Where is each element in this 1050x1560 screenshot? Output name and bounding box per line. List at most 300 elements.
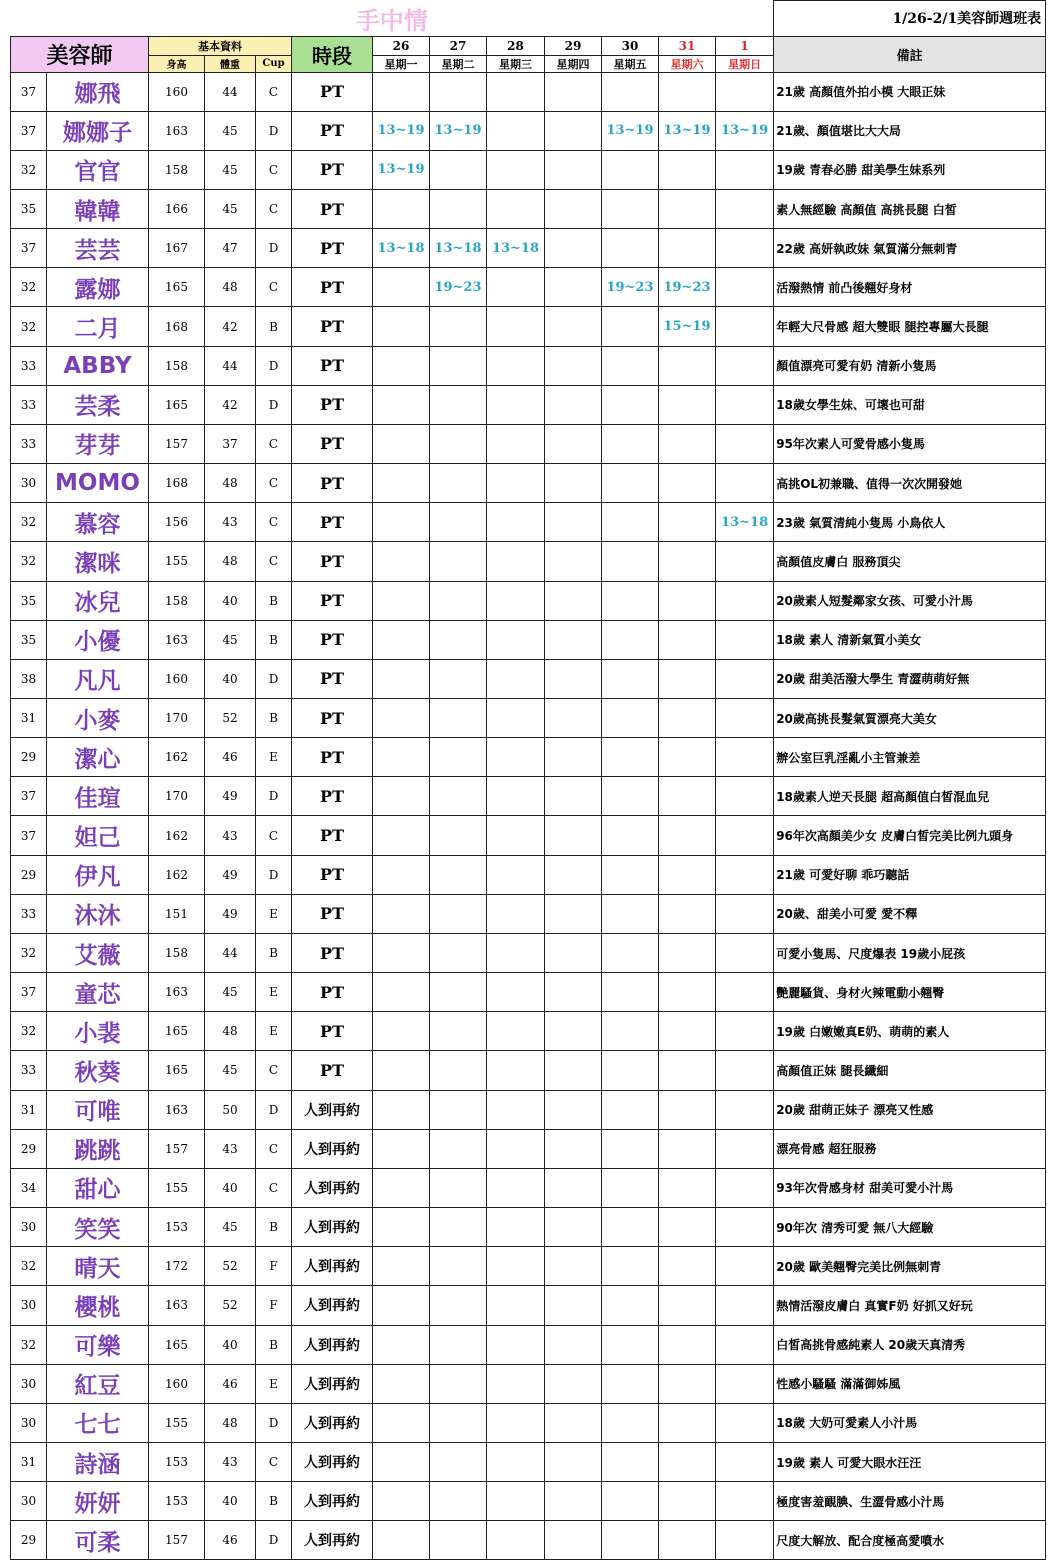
cup-cell: E	[256, 973, 292, 1012]
shift-cell	[602, 699, 659, 738]
beautician-name: 童芯	[47, 973, 149, 1012]
shift-cell	[430, 1442, 487, 1481]
shift-cell	[659, 777, 716, 816]
weight-cell: 44	[205, 933, 256, 972]
age-cell: 31	[11, 1090, 47, 1129]
weight-cell: 49	[205, 777, 256, 816]
shift-cell	[659, 189, 716, 228]
shift-cell	[430, 620, 487, 659]
shift-cell	[659, 933, 716, 972]
shift-cell	[430, 1051, 487, 1090]
age-cell: 33	[11, 385, 47, 424]
shift-cell	[716, 1168, 774, 1207]
beautician-name: 妲己	[47, 816, 149, 855]
cup-cell: E	[256, 738, 292, 777]
shift-cell	[716, 933, 774, 972]
shift-cell	[716, 464, 774, 503]
table-row	[11, 1325, 1046, 1364]
weight-cell: 49	[205, 894, 256, 933]
shift-cell	[602, 1168, 659, 1207]
cup-cell: B	[256, 1482, 292, 1521]
height-cell: 163	[149, 111, 205, 150]
shift-cell	[373, 1521, 430, 1560]
age-cell: 29	[11, 855, 47, 894]
note-cell: 極度害羞靦腆、生澀骨感小汁馬	[774, 1482, 1046, 1521]
slot-cell: 人到再約	[292, 1403, 373, 1442]
shift-cell	[545, 111, 602, 150]
slot-cell: PT	[292, 620, 373, 659]
height-cell: 160	[149, 1364, 205, 1403]
shift-cell	[545, 424, 602, 463]
beautician-name: MOMO	[47, 464, 149, 503]
shift-cell	[602, 855, 659, 894]
cup-cell: D	[256, 229, 292, 268]
header-weekday: 星期二	[430, 55, 487, 72]
beautician-name: 笑笑	[47, 1208, 149, 1247]
shift-cell	[487, 777, 545, 816]
shift-cell	[659, 150, 716, 189]
shift-cell: 13~18	[716, 503, 774, 542]
height-cell: 153	[149, 1482, 205, 1521]
age-cell: 33	[11, 894, 47, 933]
shift-cell	[716, 1012, 774, 1051]
header-date: 31	[659, 36, 716, 55]
table-row	[11, 894, 1046, 933]
cup-cell: C	[256, 189, 292, 228]
slot-cell: PT	[292, 111, 373, 150]
shift-cell	[487, 894, 545, 933]
weight-cell: 37	[205, 424, 256, 463]
cup-cell: C	[256, 268, 292, 307]
shift-cell	[602, 933, 659, 972]
shift-cell: 13~19	[659, 111, 716, 150]
age-cell: 31	[11, 699, 47, 738]
height-cell: 157	[149, 1129, 205, 1168]
table-row	[11, 738, 1046, 777]
age-cell: 37	[11, 111, 47, 150]
shift-cell	[545, 738, 602, 777]
shift-cell	[602, 1129, 659, 1168]
shift-cell	[373, 307, 430, 346]
slot-cell: 人到再約	[292, 1168, 373, 1207]
shift-cell	[487, 1521, 545, 1560]
shift-cell	[545, 1247, 602, 1286]
banner-title: 手中情	[355, 6, 428, 35]
shift-cell	[659, 1012, 716, 1051]
shift-cell	[545, 385, 602, 424]
note-cell: 20歲、甜美小可愛 愛不釋	[774, 894, 1046, 933]
shift-cell	[430, 1364, 487, 1403]
shift-cell	[487, 659, 545, 698]
height-cell: 151	[149, 894, 205, 933]
cup-cell: D	[256, 659, 292, 698]
shift-cell	[487, 1051, 545, 1090]
shift-cell	[430, 1208, 487, 1247]
table-row	[11, 542, 1046, 581]
slot-cell: PT	[292, 72, 373, 111]
shift-cell	[659, 894, 716, 933]
age-cell: 35	[11, 581, 47, 620]
height-cell: 163	[149, 973, 205, 1012]
shift-cell	[602, 738, 659, 777]
slot-cell: PT	[292, 189, 373, 228]
shift-cell	[545, 1286, 602, 1325]
note-cell: 素人無經驗 高顏值 高挑長腿 白皙	[774, 189, 1046, 228]
age-cell: 29	[11, 738, 47, 777]
note-cell: 23歲 氣質清純小隻馬 小鳥依人	[774, 503, 1046, 542]
note-cell: 96年次高顏美少女 皮膚白皙完美比例九頭身	[774, 816, 1046, 855]
weight-cell: 47	[205, 229, 256, 268]
shift-cell	[716, 1482, 774, 1521]
shift-cell	[545, 1325, 602, 1364]
beautician-name: 小裴	[47, 1012, 149, 1051]
age-cell: 33	[11, 346, 47, 385]
shift-cell: 13~19	[716, 111, 774, 150]
age-cell: 29	[11, 1129, 47, 1168]
header-height: 身高	[149, 55, 205, 72]
age-cell: 32	[11, 1325, 47, 1364]
cup-cell: E	[256, 894, 292, 933]
header-date: 26	[373, 36, 430, 55]
shift-cell	[659, 1286, 716, 1325]
note-cell: 可愛小隻馬、尺度爆表 19歲小屁孩	[774, 933, 1046, 972]
beautician-name: 妍妍	[47, 1482, 149, 1521]
shift-cell	[659, 503, 716, 542]
shift-cell	[373, 855, 430, 894]
weight-cell: 46	[205, 738, 256, 777]
cup-cell: D	[256, 777, 292, 816]
note-cell: 21歲 高顏值外拍小模 大眼正妹	[774, 72, 1046, 111]
shift-cell	[373, 72, 430, 111]
weight-cell: 42	[205, 385, 256, 424]
shift-cell	[716, 307, 774, 346]
header-weekday: 星期四	[545, 55, 602, 72]
note-cell: 22歲 高妍執政妹 氣質滿分無刺青	[774, 229, 1046, 268]
header-beautician: 美容師	[11, 36, 149, 72]
shift-cell	[373, 1208, 430, 1247]
cup-cell: D	[256, 346, 292, 385]
beautician-name: 小優	[47, 620, 149, 659]
shift-cell	[602, 424, 659, 463]
shift-cell	[487, 816, 545, 855]
shift-cell	[373, 1168, 430, 1207]
weight-cell: 48	[205, 1403, 256, 1442]
shift-cell	[545, 346, 602, 385]
shift-cell	[373, 1325, 430, 1364]
shift-cell	[373, 268, 430, 307]
shift-cell	[659, 1168, 716, 1207]
shift-cell	[430, 1482, 487, 1521]
shift-cell	[659, 738, 716, 777]
slot-cell: 人到再約	[292, 1247, 373, 1286]
height-cell: 165	[149, 1051, 205, 1090]
header-weight: 體重	[205, 55, 256, 72]
age-cell: 35	[11, 189, 47, 228]
shift-cell	[430, 1286, 487, 1325]
beautician-name: 沐沐	[47, 894, 149, 933]
note-cell: 高顏值正妹 腿長纖細	[774, 1051, 1046, 1090]
note-cell: 18歲 大奶可愛素人小汁馬	[774, 1403, 1046, 1442]
shift-cell	[602, 973, 659, 1012]
age-cell: 32	[11, 542, 47, 581]
shift-cell: 13~19	[602, 111, 659, 150]
weight-cell: 48	[205, 542, 256, 581]
cup-cell: C	[256, 1129, 292, 1168]
cup-cell: B	[256, 699, 292, 738]
table-row	[11, 346, 1046, 385]
shift-cell	[659, 385, 716, 424]
shift-cell	[659, 659, 716, 698]
shift-cell: 13~19	[373, 111, 430, 150]
shift-cell	[487, 189, 545, 228]
cup-cell: E	[256, 1364, 292, 1403]
weight-cell: 50	[205, 1090, 256, 1129]
shift-cell	[487, 933, 545, 972]
shift-cell	[430, 1247, 487, 1286]
shift-cell: 19~23	[602, 268, 659, 307]
height-cell: 170	[149, 777, 205, 816]
table-row	[11, 385, 1046, 424]
shift-cell	[487, 855, 545, 894]
note-cell: 21歲、顏值堪比大大局	[774, 111, 1046, 150]
height-cell: 155	[149, 1403, 205, 1442]
table-row	[11, 1286, 1046, 1325]
beautician-name: 艾薇	[47, 933, 149, 972]
table-row	[11, 1403, 1046, 1442]
note-cell: 93年次骨感身材 甜美可愛小汁馬	[774, 1168, 1046, 1207]
weight-cell: 45	[205, 1051, 256, 1090]
table-row	[11, 1012, 1046, 1051]
shift-cell	[545, 816, 602, 855]
shift-cell	[487, 620, 545, 659]
shift-cell	[373, 424, 430, 463]
shift-cell	[602, 464, 659, 503]
shift-cell	[487, 307, 545, 346]
shift-cell	[373, 503, 430, 542]
shift-cell	[545, 1090, 602, 1129]
shift-cell	[659, 1482, 716, 1521]
schedule-table	[10, 0, 1046, 1560]
height-cell: 162	[149, 855, 205, 894]
beautician-name: 小麥	[47, 699, 149, 738]
height-cell: 165	[149, 268, 205, 307]
shift-cell	[487, 1403, 545, 1442]
beautician-name: 詩涵	[47, 1442, 149, 1481]
shift-cell	[659, 346, 716, 385]
table-row	[11, 581, 1046, 620]
table-row	[11, 777, 1046, 816]
weight-cell: 43	[205, 816, 256, 855]
shift-cell	[430, 542, 487, 581]
weight-cell: 52	[205, 1247, 256, 1286]
shift-cell	[659, 229, 716, 268]
shift-cell	[659, 581, 716, 620]
shift-cell	[430, 933, 487, 972]
header-date: 27	[430, 36, 487, 55]
height-cell: 168	[149, 307, 205, 346]
weight-cell: 43	[205, 503, 256, 542]
age-cell: 32	[11, 933, 47, 972]
shift-cell	[716, 385, 774, 424]
shift-cell	[373, 894, 430, 933]
header-weekday: 星期三	[487, 55, 545, 72]
shift-cell	[545, 1051, 602, 1090]
shift-cell	[659, 1129, 716, 1168]
cup-cell: B	[256, 1325, 292, 1364]
shift-cell	[487, 268, 545, 307]
slot-cell: PT	[292, 346, 373, 385]
height-cell: 168	[149, 464, 205, 503]
height-cell: 156	[149, 503, 205, 542]
note-cell: 20歲 歐美翹臀完美比例無刺青	[774, 1247, 1046, 1286]
age-cell: 32	[11, 1012, 47, 1051]
shift-cell	[430, 1129, 487, 1168]
shift-cell	[430, 855, 487, 894]
shift-cell	[545, 1482, 602, 1521]
note-cell: 20歲素人短髮鄰家女孩、可愛小汁馬	[774, 581, 1046, 620]
header-weekday: 星期日	[716, 55, 774, 72]
table-row	[11, 1482, 1046, 1521]
shift-cell	[716, 150, 774, 189]
shift-cell	[716, 1247, 774, 1286]
height-cell: 167	[149, 229, 205, 268]
shift-cell	[545, 1012, 602, 1051]
beautician-name: 芸芸	[47, 229, 149, 268]
age-cell: 31	[11, 1442, 47, 1481]
shift-cell	[487, 385, 545, 424]
shift-cell	[716, 1442, 774, 1481]
shift-cell	[659, 1442, 716, 1481]
shift-cell	[716, 346, 774, 385]
age-cell: 30	[11, 1208, 47, 1247]
shift-cell	[659, 816, 716, 855]
cup-cell: B	[256, 620, 292, 659]
header-weekday: 星期六	[659, 55, 716, 72]
shift-cell	[659, 1364, 716, 1403]
shift-cell	[487, 542, 545, 581]
shift-cell	[602, 346, 659, 385]
shift-cell	[373, 777, 430, 816]
shift-cell	[545, 1129, 602, 1168]
beautician-name: 露娜	[47, 268, 149, 307]
note-cell: 20歲高挑長髮氣質漂亮大美女	[774, 699, 1046, 738]
table-row	[11, 150, 1046, 189]
table-row	[11, 268, 1046, 307]
slot-cell: PT	[292, 307, 373, 346]
schedule-body	[11, 72, 1046, 1560]
beautician-name: 韓韓	[47, 189, 149, 228]
shift-cell	[487, 503, 545, 542]
shift-cell	[659, 464, 716, 503]
slot-cell: 人到再約	[292, 1482, 373, 1521]
age-cell: 34	[11, 1168, 47, 1207]
shift-cell	[602, 542, 659, 581]
age-cell: 32	[11, 150, 47, 189]
note-cell: 活潑熱情 前凸後翹好身材	[774, 268, 1046, 307]
shift-cell: 13~19	[430, 111, 487, 150]
shift-cell	[659, 699, 716, 738]
shift-cell	[545, 72, 602, 111]
weight-cell: 40	[205, 1168, 256, 1207]
shift-cell	[602, 894, 659, 933]
beautician-name: 櫻桃	[47, 1286, 149, 1325]
shift-cell	[602, 150, 659, 189]
shift-cell	[716, 1129, 774, 1168]
weight-cell: 40	[205, 659, 256, 698]
shift-cell	[716, 699, 774, 738]
shift-cell	[659, 1208, 716, 1247]
shift-cell	[373, 1090, 430, 1129]
weight-cell: 46	[205, 1364, 256, 1403]
height-cell: 163	[149, 1286, 205, 1325]
height-cell: 172	[149, 1247, 205, 1286]
shift-cell	[716, 894, 774, 933]
shift-cell	[430, 777, 487, 816]
note-cell: 19歲 青春必勝 甜美學生妹系列	[774, 150, 1046, 189]
shift-cell	[716, 581, 774, 620]
age-cell: 29	[11, 1521, 47, 1560]
shift-cell	[430, 1325, 487, 1364]
cup-cell: B	[256, 307, 292, 346]
table-row	[11, 1521, 1046, 1560]
shift-cell	[716, 816, 774, 855]
shift-cell	[373, 1051, 430, 1090]
shift-cell	[430, 1403, 487, 1442]
shift-cell	[602, 1051, 659, 1090]
slot-cell: 人到再約	[292, 1521, 373, 1560]
beautician-name: 娜娜子	[47, 111, 149, 150]
shift-cell	[545, 189, 602, 228]
cup-cell: F	[256, 1247, 292, 1286]
beautician-name: 佳瑄	[47, 777, 149, 816]
weight-cell: 45	[205, 1208, 256, 1247]
shift-cell: 13~18	[430, 229, 487, 268]
age-cell: 37	[11, 816, 47, 855]
note-cell: 90年次 清秀可愛 無八大經驗	[774, 1208, 1046, 1247]
age-cell: 38	[11, 659, 47, 698]
shift-cell	[430, 424, 487, 463]
shift-cell	[373, 1442, 430, 1481]
shift-cell	[716, 1051, 774, 1090]
shift-cell: 15~19	[659, 307, 716, 346]
shift-cell	[487, 581, 545, 620]
header-basic-info: 基本資料	[149, 36, 292, 55]
note-cell: 辦公室巨乳淫亂小主管兼差	[774, 738, 1046, 777]
shift-cell	[659, 424, 716, 463]
beautician-name: 冰兒	[47, 581, 149, 620]
table-row	[11, 1051, 1046, 1090]
weight-cell: 42	[205, 307, 256, 346]
cup-cell: C	[256, 1442, 292, 1481]
slot-cell: PT	[292, 973, 373, 1012]
shift-cell	[545, 1403, 602, 1442]
note-cell: 高挑OL初兼職、值得一次次開發她	[774, 464, 1046, 503]
beautician-name: 可樂	[47, 1325, 149, 1364]
slot-cell: 人到再約	[292, 1208, 373, 1247]
slot-cell: PT	[292, 933, 373, 972]
cup-cell: C	[256, 503, 292, 542]
shift-cell	[545, 268, 602, 307]
shift-cell	[373, 699, 430, 738]
height-cell: 158	[149, 150, 205, 189]
shift-cell: 19~23	[430, 268, 487, 307]
beautician-name: 二月	[47, 307, 149, 346]
shift-cell	[373, 581, 430, 620]
shift-cell	[430, 738, 487, 777]
shift-cell	[430, 659, 487, 698]
header-date: 1	[716, 36, 774, 55]
shift-cell	[602, 659, 659, 698]
